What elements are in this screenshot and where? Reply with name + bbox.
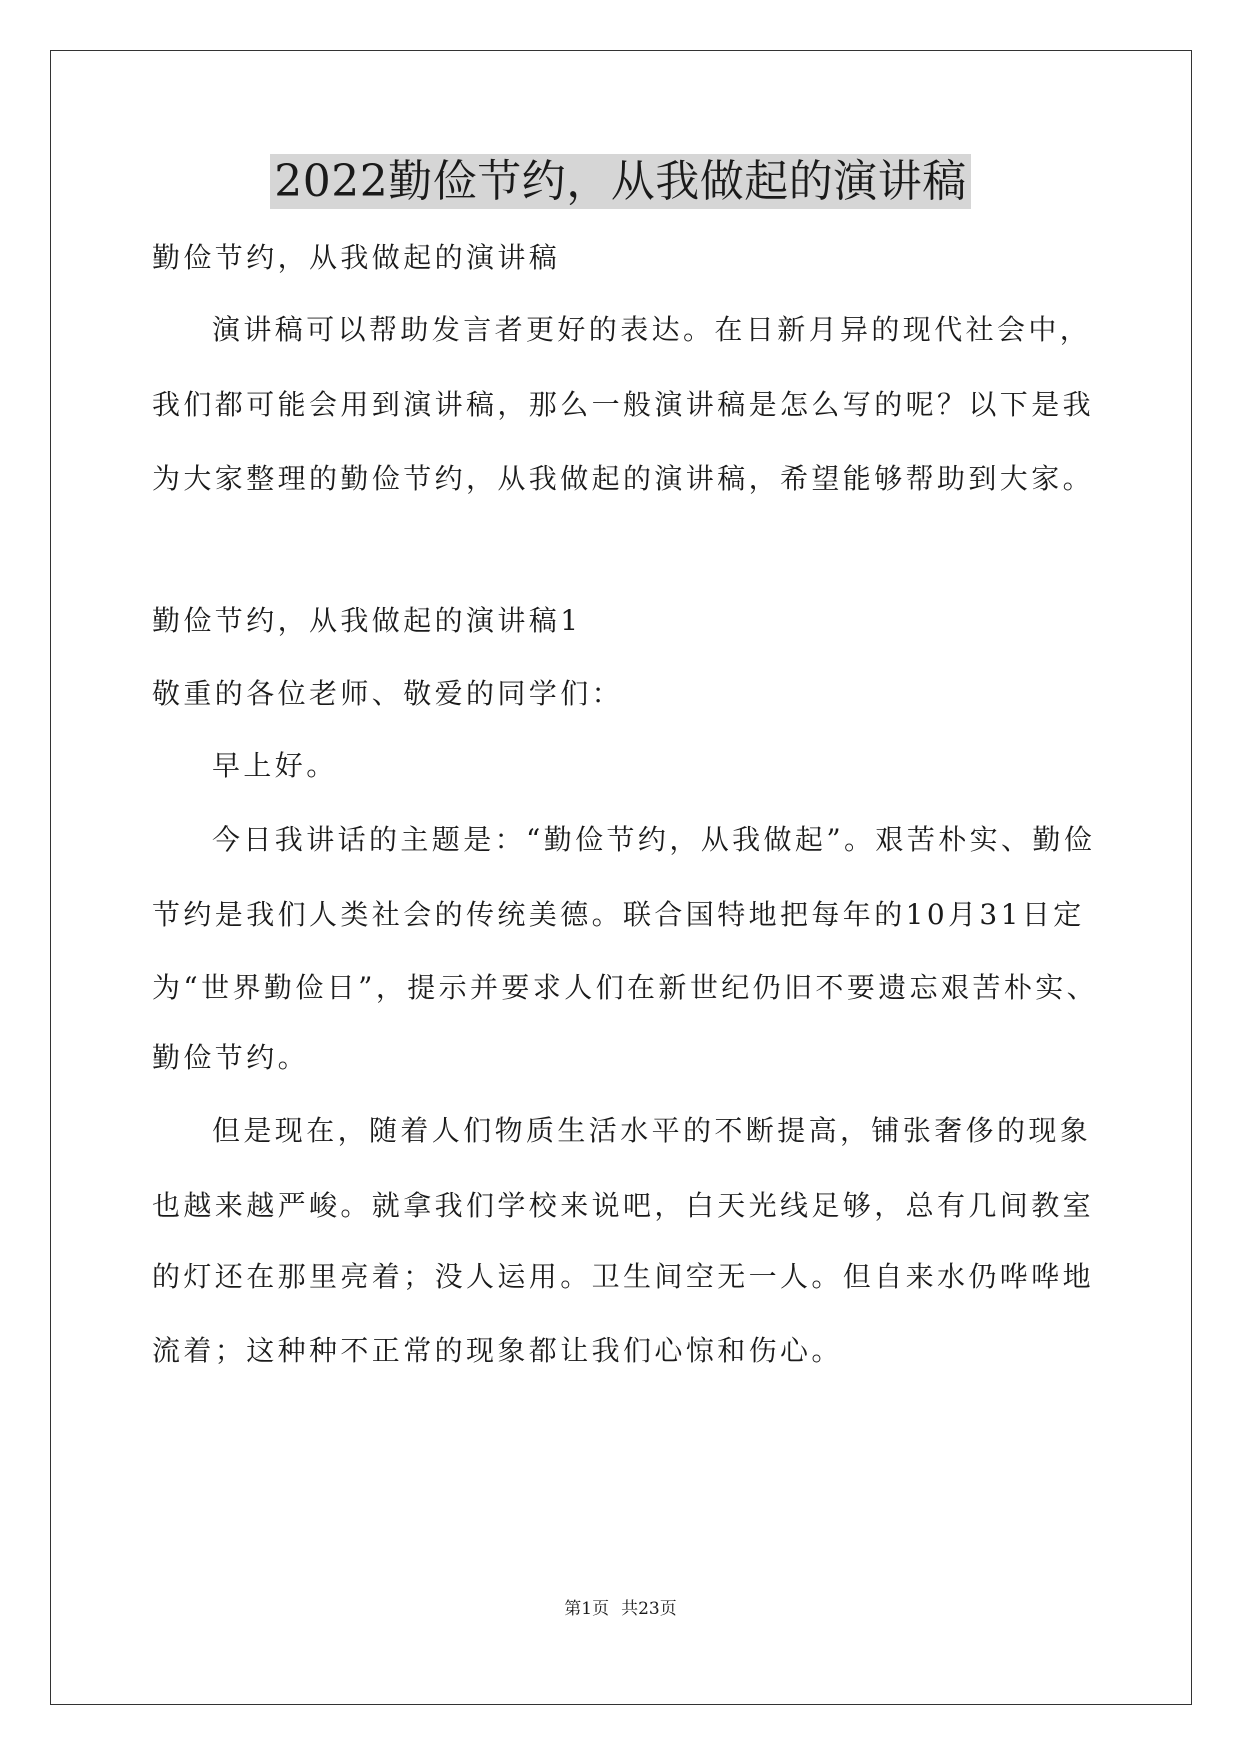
paragraph-line: 为“世界勤俭日”，提示并要求人们在新世纪仍旧不要遗忘艰苦朴实、 xyxy=(152,971,1099,1004)
section-heading: 勤俭节约，从我做起的演讲稿1 xyxy=(152,604,582,637)
paragraph-line: 的灯还在那里亮着；没人运用。卫生间空无一人。但自来水仍哗哗地 xyxy=(152,1260,1095,1293)
page-border xyxy=(50,50,1192,1705)
salutation-line: 敬重的各位老师、敬爱的同学们： xyxy=(152,677,624,710)
paragraph-line: 也越来越严峻。就拿我们学校来说吧，白天光线足够，总有几间教室 xyxy=(152,1189,1095,1222)
paragraph-line: 今日我讲话的主题是：“勤俭节约，从我做起”。艰苦朴实、勤俭 xyxy=(212,823,1096,856)
page-number-total: 共23页 xyxy=(621,1599,677,1619)
paragraph-line: 演讲稿可以帮助发言者更好的表达。在日新月异的现代社会中， xyxy=(212,313,1092,346)
greeting-line: 早上好。 xyxy=(212,749,338,782)
paragraph-line: 但是现在，随着人们物质生活水平的不断提高，铺张奢侈的现象 xyxy=(212,1114,1092,1147)
document-title-text: 2022勤俭节约，从我做起的演讲稿 xyxy=(270,154,970,209)
paragraph-line: 为大家整理的勤俭节约，从我做起的演讲稿，希望能够帮助到大家。 xyxy=(152,462,1095,495)
paragraph-line: 流着；这种种不正常的现象都让我们心惊和伤心。 xyxy=(152,1334,843,1367)
paragraph-line: 节约是我们人类社会的传统美德。联合国特地把每年的10月31日定 xyxy=(152,898,1085,931)
page-number-current: 第1页 xyxy=(564,1599,610,1619)
page-footer xyxy=(0,1597,1241,1621)
subtitle-line: 勤俭节约，从我做起的演讲稿 xyxy=(152,241,561,274)
paragraph-line: 勤俭节约。 xyxy=(152,1041,310,1074)
paragraph-line: 我们都可能会用到演讲稿，那么一般演讲稿是怎么写的呢？以下是我 xyxy=(152,388,1095,421)
document-title xyxy=(0,150,1241,214)
